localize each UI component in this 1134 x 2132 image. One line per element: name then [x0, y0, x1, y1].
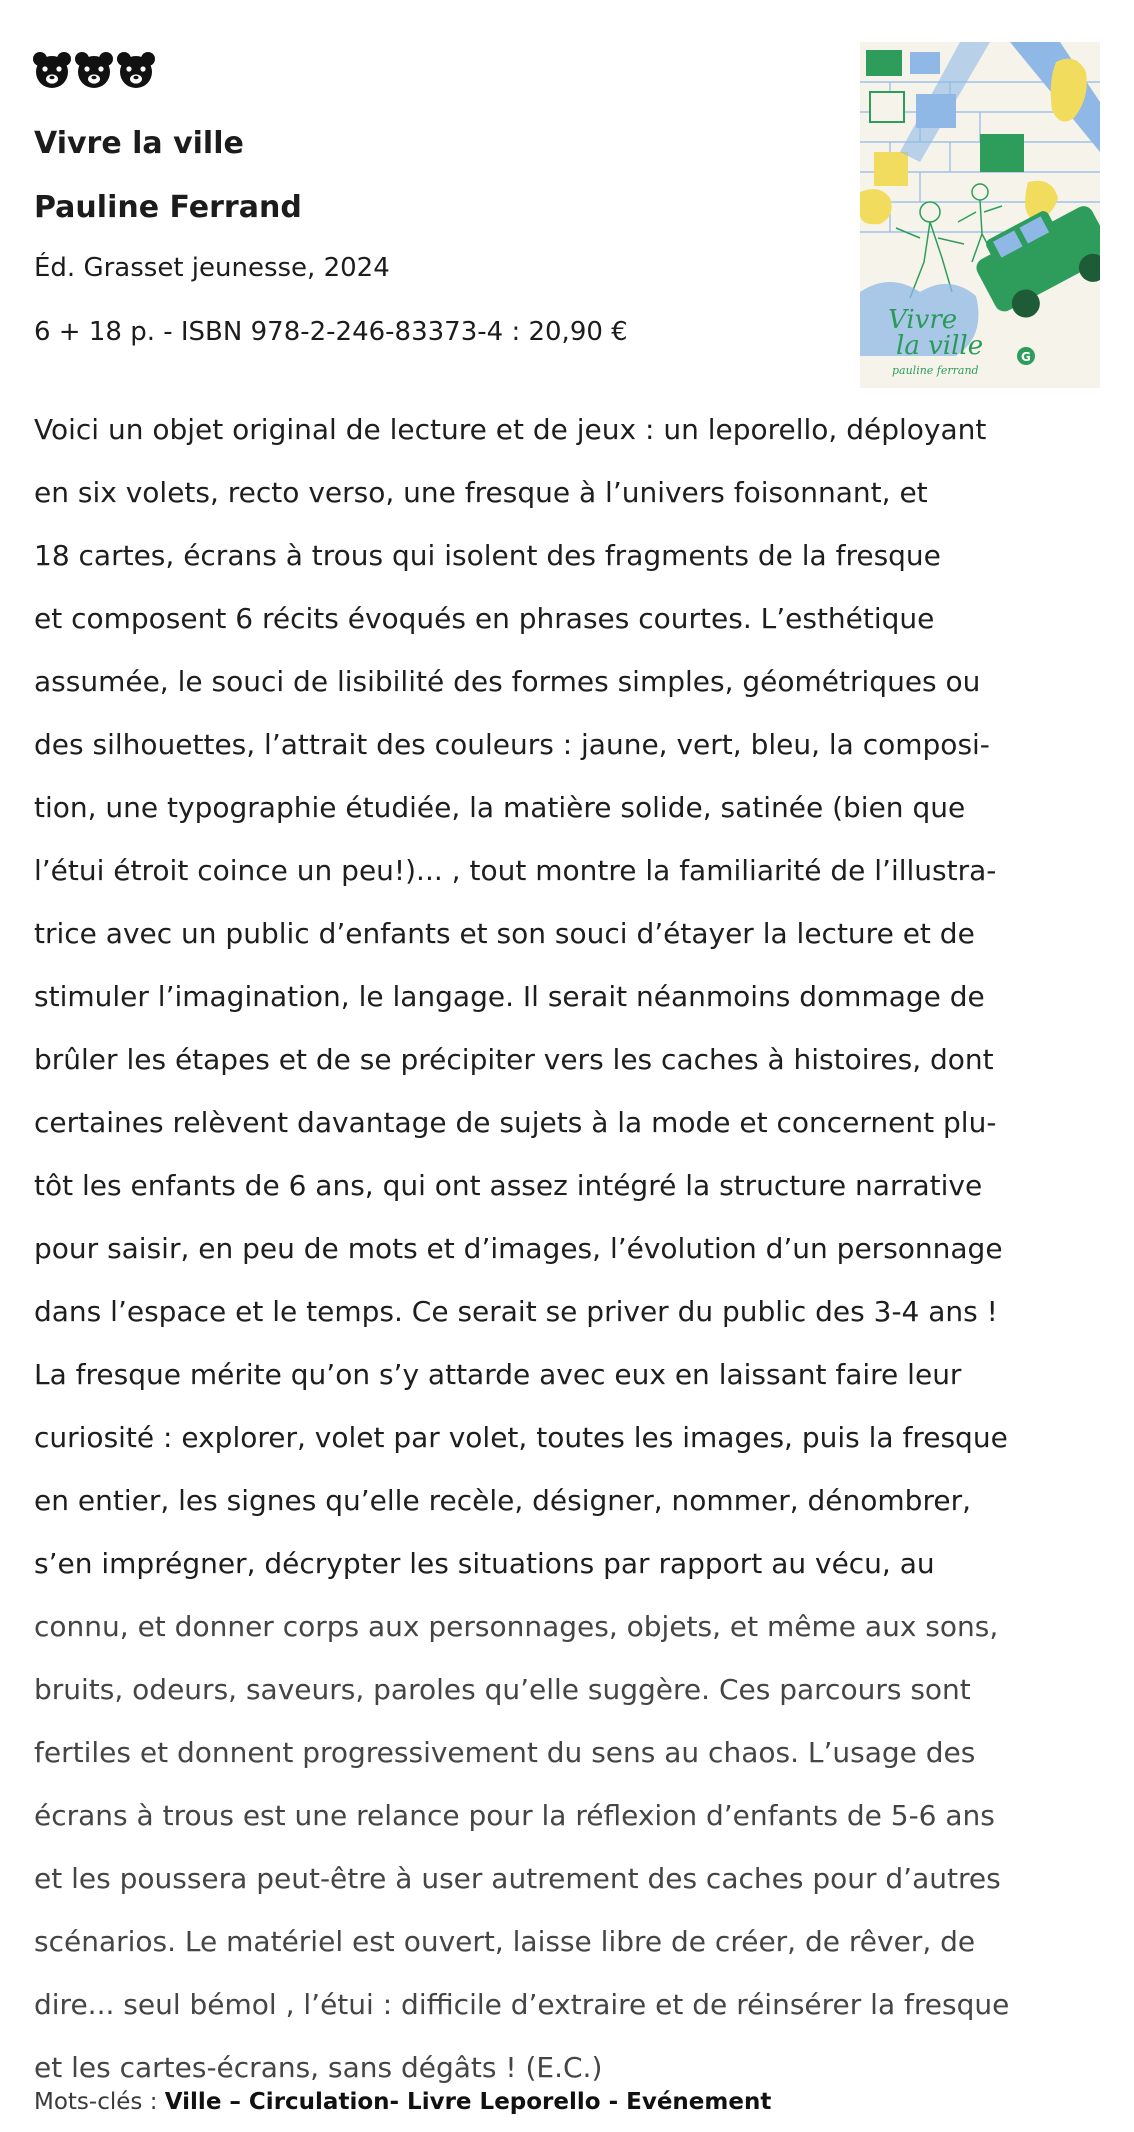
keywords	[34, 2084, 771, 2120]
cover-title-line1: Vivre	[888, 305, 958, 335]
bear-face-icon	[32, 50, 72, 90]
review-line: s’en imprégner, décrypter les situations par rapport au vécu, au	[34, 1547, 935, 1580]
review-line: brûler les étapes et de se précipiter vers les caches à histoires, dont	[34, 1043, 994, 1076]
review-line: curiosité : explorer, volet par volet, toutes les images, puis la fresque	[34, 1421, 1008, 1454]
review-line: scénarios. Le matériel est ouvert, laisse libre de créer, de rêver, de	[34, 1925, 976, 1958]
review-line: en six volets, recto verso, une fresque à l’univers foisonnant, et	[34, 476, 928, 509]
review-line: des silhouettes, l’attrait des couleurs : jaune, vert, bleu, la composi-	[34, 728, 990, 761]
bear-face-icon	[116, 50, 156, 90]
book-details: 6 + 18 p. - ISBN 978-2-246-83373-4 : 20,90 €	[34, 317, 628, 347]
book-metadata	[34, 122, 814, 352]
cover-title-line2: la ville	[896, 331, 984, 361]
review-line: et les cartes-écrans, sans dégâts ! (E.C.)	[34, 2051, 603, 2084]
book-publisher: Éd. Grasset jeunesse, 2024	[34, 253, 390, 283]
review-line: dire... seul bémol , l’étui : difficile d’extraire et de réinsérer la fresque	[34, 1988, 1010, 2021]
review-line: pour saisir, en peu de mots et d’images, l’évolution d’un personnage	[34, 1232, 1003, 1265]
review-line: en entier, les signes qu’elle recèle, désigner, nommer, dénombrer,	[34, 1484, 971, 1517]
review-line: bruits, odeurs, saveurs, paroles qu’elle suggère. Ces parcours sont	[34, 1673, 971, 1706]
review-line: écrans à trous est une relance pour la réflexion d’enfants de 5-6 ans	[34, 1799, 995, 1832]
review-line: trice avec un public d’enfants et son souci d’étayer la lecture et de	[34, 917, 975, 950]
review-line: tôt les enfants de 6 ans, qui ont assez intégré la structure narrative	[34, 1169, 983, 1202]
review-line: stimuler l’imagination, le langage. Il serait néanmoins dommage de	[34, 980, 985, 1013]
review-line: et les poussera peut-être à user autrement des caches pour d’autres	[34, 1862, 1001, 1895]
book-author: Pauline Ferrand	[34, 190, 302, 225]
review-line: et composent 6 récits évoqués en phrases courtes. L’esthétique	[34, 602, 935, 635]
review-line: Voici un objet original de lecture et de jeux : un leporello, déployant	[34, 413, 987, 446]
review-line: l’étui étroit coince un peu!)... , tout montre la familiarité de l’illustra-	[34, 854, 997, 887]
review-line: tion, une typographie étudiée, la matière solide, satinée (bien que	[34, 791, 966, 824]
review-line: dans l’espace et le temps. Ce serait se priver du public des 3-4 ans !	[34, 1295, 998, 1328]
rating	[32, 50, 156, 90]
review-text	[34, 398, 1114, 2099]
review-line: fertiles et donnent progressivement du sens au chaos. L’usage des	[34, 1736, 976, 1769]
book-title: Vivre la ville	[34, 126, 244, 161]
review-line: 18 cartes, écrans à trous qui isolent des fragments de la fresque	[34, 539, 941, 572]
bear-face-icon	[74, 50, 114, 90]
review-line: certaines relèvent davantage de sujets à la mode et concernent plu-	[34, 1106, 997, 1139]
keywords-value: Ville – Circulation- Livre Leporello - Evénement	[164, 2089, 772, 2115]
review-line: connu, et donner corps aux personnages, objets, et même aux sons,	[34, 1610, 999, 1643]
review-line: La fresque mérite qu’on s’y attarde avec eux en laissant faire leur	[34, 1358, 962, 1391]
book-cover-image	[860, 42, 1100, 388]
review-line: assumée, le souci de lisibilité des formes simples, géométriques ou	[34, 665, 981, 698]
cover-author: pauline ferrand	[892, 364, 979, 377]
keywords-label: Mots-clés :	[34, 2089, 158, 2115]
cover-logo: G	[1021, 350, 1031, 364]
